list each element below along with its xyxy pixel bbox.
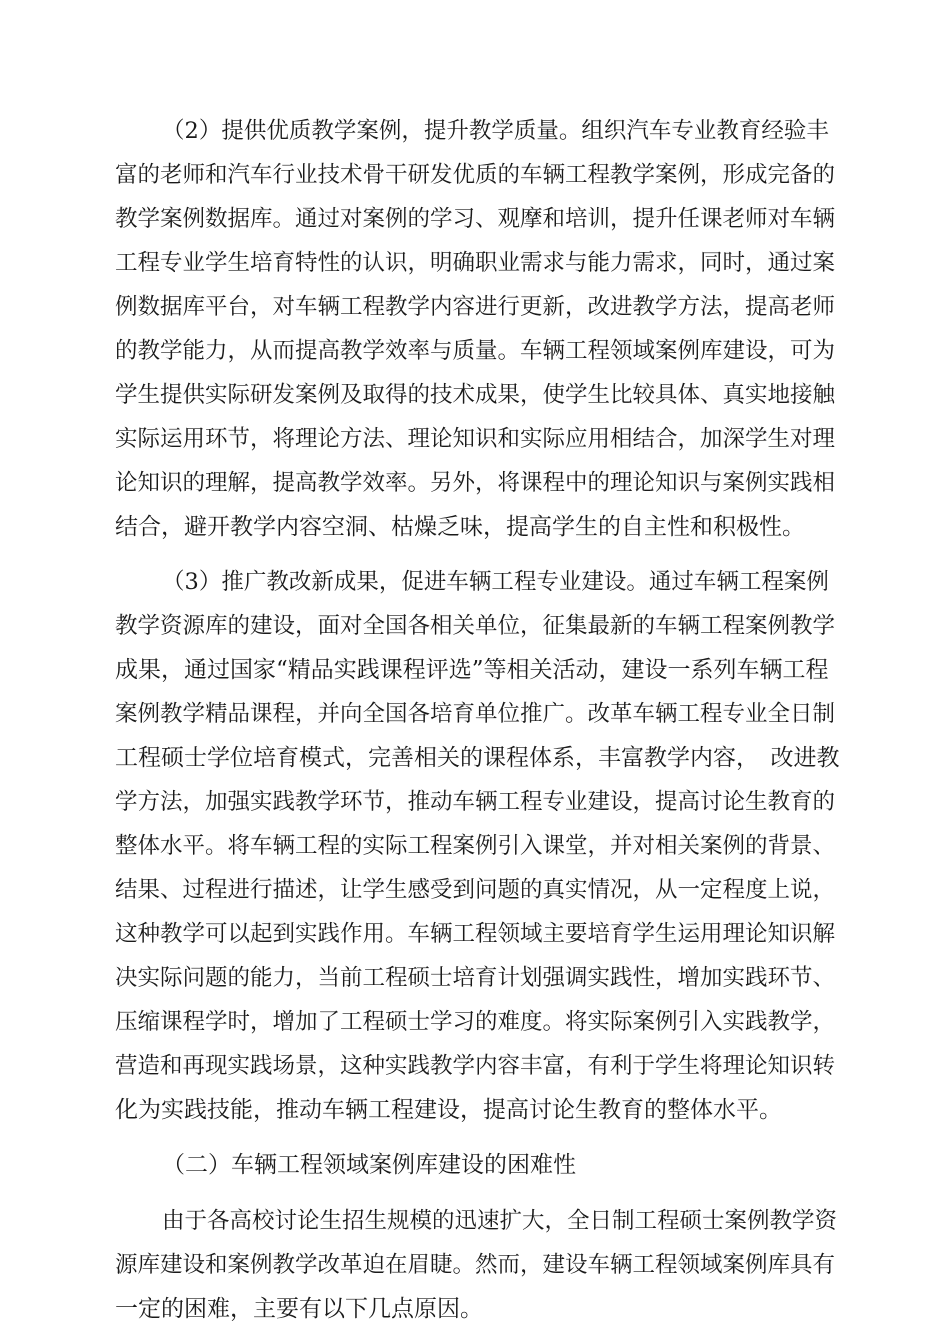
text-line: 富的老师和汽车行业技术骨干研发优质的车辆工程教学案例，形成完备的 — [115, 162, 836, 188]
text-line: 教学资源库的建设，面对全国各相关单位，征集最新的车辆工程案例教学 — [115, 613, 836, 639]
text-line: 源库建设和案例教学改革迫在眉睫。然而，建设车辆工程领域案例库具有 — [115, 1252, 836, 1278]
text-line: 的教学能力，从而提高教学效率与质量。车辆工程领域案例库建设，可为 — [115, 338, 836, 364]
text-line: 结果、过程进行描述，让学生感受到问题的真实情况，从一定程度上说， — [115, 877, 836, 903]
text-line: 工程硕士学位培育模式，完善相关的课程体系，丰富教学内容， 改进教 — [115, 745, 840, 771]
text-line: 学生提供实际研发案例及取得的技术成果，使学生比较具体、真实地接触 — [115, 382, 836, 408]
text-line: 这种教学可以起到实践作用。车辆工程领域主要培育学生运用理论知识解 — [115, 921, 836, 947]
text-line: 例数据库平台，对车辆工程教学内容进行更新，改进教学方法，提高老师 — [115, 294, 836, 320]
text-line: 学方法，加强实践教学环节，推动车辆工程专业建设，提高讨论生教育的 — [115, 789, 836, 815]
text-line: 实际运用环节，将理论方法、理论知识和实际应用相结合，加深学生对理 — [115, 426, 836, 452]
text-line: 营造和再现实践场景，这种实践教学内容丰富，有利于学生将理论知识转 — [115, 1053, 836, 1079]
text-line: 化为实践技能，推动车辆工程建设，提高讨论生教育的整体水平。 — [115, 1097, 782, 1123]
text-line: （2）提供优质教学案例，提升教学质量。组织汽车专业教育经验丰 — [162, 118, 829, 144]
section-heading: （二）车辆工程领域案例库建设的困难性 — [162, 1152, 576, 1178]
text-line: 案例教学精品课程，并向全国各培育单位推广。改革车辆工程专业全日制 — [115, 701, 836, 727]
text-line: 结合，避开教学内容空洞、枯燥乏味，提高学生的自主性和积极性。 — [115, 514, 805, 540]
text-line: 论知识的理解，提高教学效率。另外，将课程中的理论知识与案例实践相 — [115, 470, 836, 496]
text-line: 决实际问题的能力，当前工程硕士培育计划强调实践性，增加实践环节、 — [115, 965, 836, 991]
text-line: 整体水平。将车辆工程的实际工程案例引入课堂，并对相关案例的背景、 — [115, 833, 836, 859]
text-line: 一定的困难，主要有以下几点原因。 — [115, 1296, 483, 1322]
text-line: 教学案例数据库。通过对案例的学习、观摩和培训，提升任课老师对车辆 — [115, 206, 836, 232]
text-line: 压缩课程学时，增加了工程硕士学习的难度。将实际案例引入实践教学， — [115, 1009, 836, 1035]
text-line: 由于各高校讨论生招生规模的迅速扩大，全日制工程硕士案例教学资 — [162, 1208, 838, 1234]
text-line: （3）推广教改新成果，促进车辆工程专业建设。通过车辆工程案例 — [162, 569, 829, 595]
text-line: 成果，通过国家“精品实践课程评选”等相关活动，建设一系列车辆工程 — [115, 657, 829, 683]
text-line: 工程专业学生培育特性的认识，明确职业需求与能力需求，同时，通过案 — [115, 250, 836, 276]
